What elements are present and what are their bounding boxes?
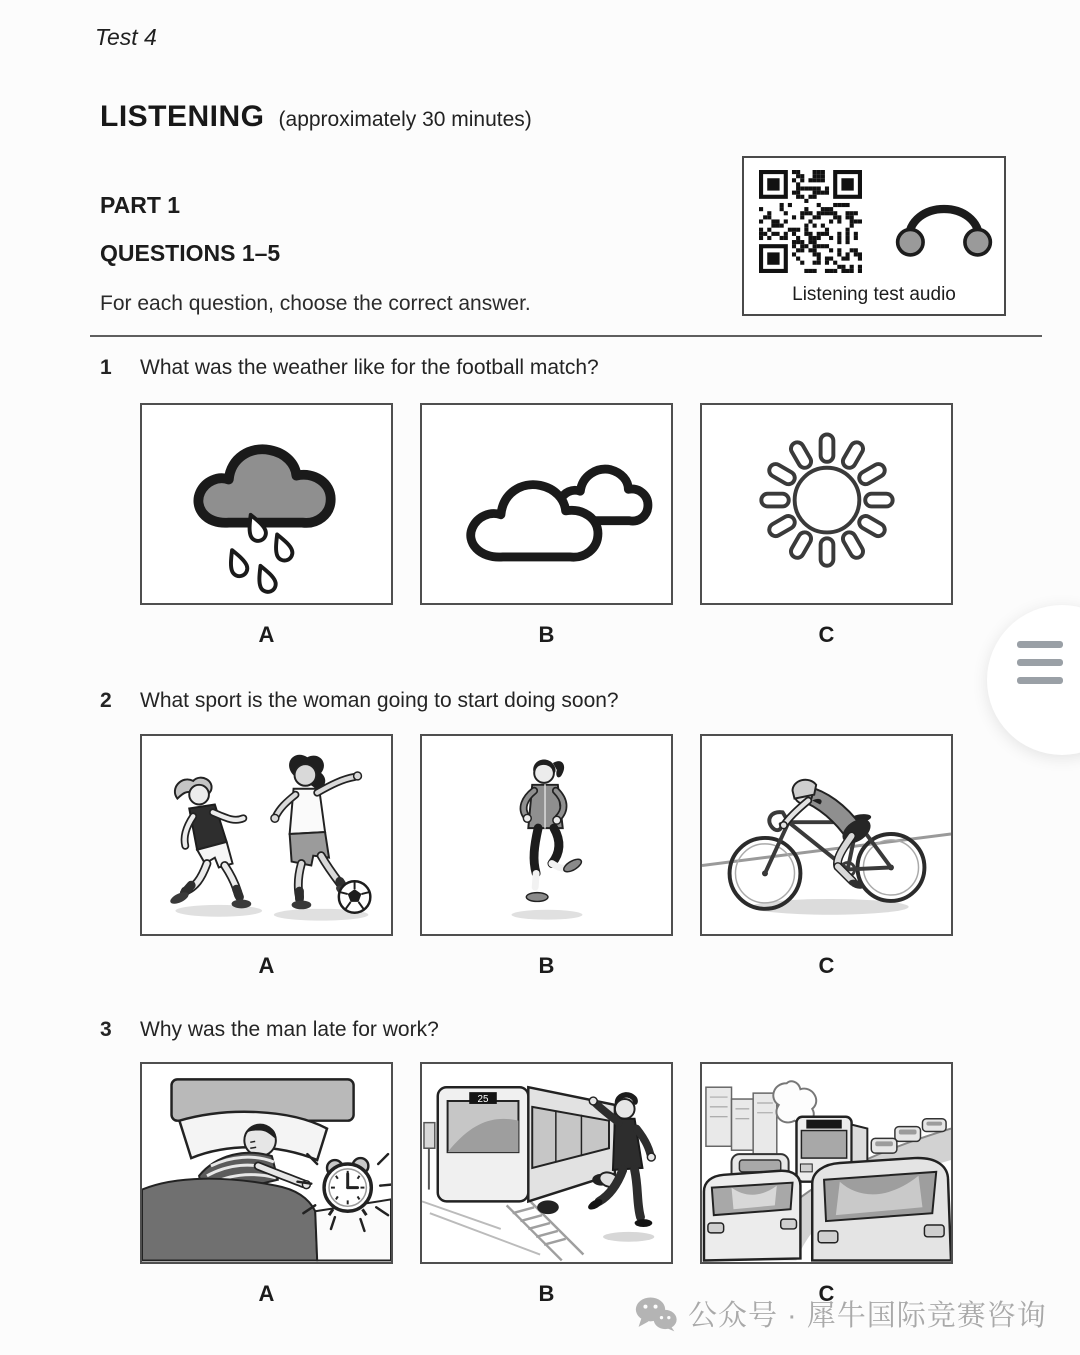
question-1-stem: What was the weather like for the football match?	[140, 356, 599, 379]
question-2-option-labels	[140, 953, 953, 979]
questions-range: QUESTIONS 1–5	[100, 240, 281, 266]
question-3-label-a: A	[258, 1281, 275, 1306]
bus-route-number: 25	[477, 1093, 489, 1105]
question-3-number: 3	[100, 1018, 112, 1041]
running-for-bus-illustration	[422, 1064, 671, 1262]
question-1-label-a: A	[258, 622, 275, 647]
part-title: PART 1	[100, 192, 181, 218]
watermark	[634, 1293, 1047, 1334]
question-1-option-b-image[interactable]	[420, 403, 673, 605]
headphones-icon	[894, 180, 994, 268]
wechat-icon	[634, 1295, 678, 1333]
section-duration: (approximately 30 minutes)	[278, 108, 532, 131]
question-3-option-b-image[interactable]	[420, 1062, 673, 1264]
question-3-stem: Why was the man late for work?	[140, 1018, 439, 1041]
question-2-options	[140, 734, 953, 936]
floating-menu-widget[interactable]	[987, 605, 1080, 755]
test-number-header: Test 4	[95, 24, 157, 50]
qr-code-icon[interactable]	[759, 170, 862, 273]
question-2-option-b-image[interactable]	[420, 734, 673, 936]
sleeping-man-alarm-clock-illustration	[142, 1064, 391, 1262]
instruction-text: For each question, choose the correct answer.	[100, 292, 531, 315]
question-1-options	[140, 403, 953, 605]
listening-audio-box[interactable]	[742, 156, 1006, 316]
watermark-text: 公众号 · 犀牛国际竞赛咨询	[688, 1300, 1047, 1332]
audio-box-label: Listening test audio	[792, 284, 956, 305]
question-3-options	[140, 1062, 953, 1264]
rain-cloud-illustration	[142, 405, 391, 603]
clouds-illustration	[422, 405, 671, 603]
jogging-illustration	[422, 736, 671, 934]
question-2-label-a: A	[258, 953, 275, 978]
question-3-option-a-image[interactable]	[140, 1062, 393, 1264]
question-2-option-a-image[interactable]	[140, 734, 393, 936]
question-2-number: 2	[100, 689, 112, 712]
question-2-text	[100, 689, 619, 713]
question-3-label-b: B	[538, 1281, 555, 1306]
question-2-label-c: C	[818, 953, 835, 978]
question-3-label-c: C	[818, 1281, 835, 1306]
question-1-option-c-image[interactable]	[700, 403, 953, 605]
question-2-stem: What sport is the woman going to start doing soon?	[140, 689, 619, 712]
question-3-text	[100, 1018, 439, 1042]
cycling-illustration	[702, 736, 951, 934]
question-1-option-labels	[140, 622, 953, 648]
sun-illustration	[702, 405, 951, 603]
question-3-option-c-image[interactable]	[700, 1062, 953, 1264]
question-1-label-c: C	[818, 622, 835, 647]
question-1-option-a-image[interactable]	[140, 403, 393, 605]
section-heading	[100, 100, 532, 134]
traffic-jam-illustration	[702, 1064, 951, 1262]
question-1-text	[100, 356, 599, 380]
question-2-option-c-image[interactable]	[700, 734, 953, 936]
section-divider	[90, 335, 1042, 337]
football-players-illustration	[142, 736, 391, 934]
question-2-label-b: B	[538, 953, 555, 978]
question-1-number: 1	[100, 356, 112, 379]
question-1-label-b: B	[538, 622, 555, 647]
section-title: LISTENING	[100, 100, 265, 133]
